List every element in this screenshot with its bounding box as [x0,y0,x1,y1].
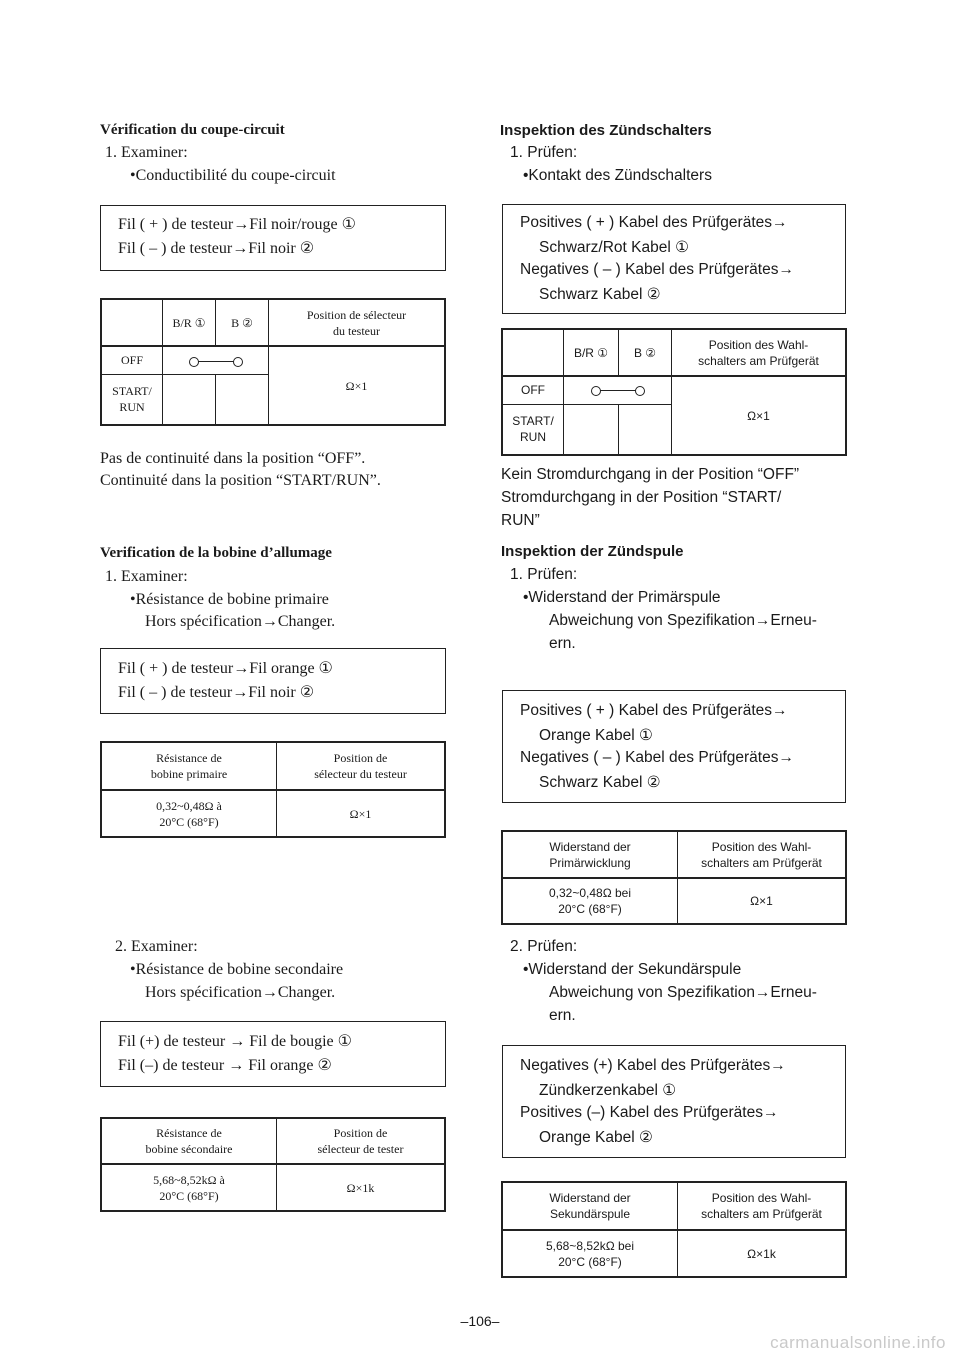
header-position: Position des Wahl- schalters am Prüfgerät [678,831,847,878]
header-position: Position des Wahl- schalters am Prüfgerät [678,1182,847,1230]
tester-connection-box [502,690,846,803]
box-line: Zündkerzenkabel ① [539,1082,677,1099]
position-value: Ω×1 [277,790,446,837]
box-line: Schwarz Kabel ② [539,774,661,791]
bullet-text: •Widerstand der Primärspule [523,589,721,606]
box-line: Fil ( + ) de testeur→Fil orange ① [118,660,333,677]
resistance-table [100,1117,446,1212]
row-start-run: START/ RUN [502,404,564,455]
continuity-table [501,328,847,456]
sub-text: Hors spécification→Changer. [145,613,336,630]
note-text: Kein Stromdurchgang in der Position “OFF” [501,466,800,483]
box-line: Fil ( – ) de testeur→Fil noir ② [118,684,315,701]
row-start-run: START/ RUN [101,374,163,425]
position-value: Ω×1 [269,346,446,425]
note-text: Pas de continuité dans la position “OFF”. [100,450,366,467]
section-title: Inspektion des Zündschalters [500,122,712,139]
note-text: Stromdurchgang in der Position “START/ [501,489,782,506]
header-position: Position de sélecteur du testeur [269,299,446,346]
tester-connection-box [502,204,846,314]
bullet-text: •Résistance de bobine primaire [130,591,329,608]
section-title: Verification de la bobine d’allumage [100,545,332,561]
note-text: Continuité dans la position “START/RUN”. [100,472,381,489]
sub-text: Hors spécification→Changer. [145,984,336,1001]
box-line: Fil (–) de testeur → Fil orange ② [118,1057,332,1074]
tester-connection-box [502,1045,846,1158]
box-line: Negatives (+) Kabel des Prüfgerätes→ [520,1057,786,1074]
header-b: B ② [216,299,269,346]
sub-text: ern. [549,635,576,652]
sub-text: Abweichung von Spezifikation→Erneu- [549,984,817,1001]
page-number: –106– [460,1313,500,1329]
box-line: Negatives ( – ) Kabel des Prüfgerätes→ [520,261,794,278]
step-text: 2. Examiner: [115,938,198,955]
box-line: Schwarz/Rot Kabel ① [539,239,690,256]
header-position: Position de sélecteur de tester [277,1118,446,1164]
bullet-text: •Widerstand der Sekundärspule [523,961,742,978]
step-text: 1. Examiner: [105,568,188,585]
note-text: RUN” [501,512,540,529]
step-text: 1. Prüfen: [510,144,578,161]
tester-connection-box [100,1021,446,1087]
box-line: Fil (+) de testeur → Fil de bougie ① [118,1033,352,1050]
position-value: Ω×1k [277,1164,446,1211]
bullet-text: •Kontakt des Zündschalters [523,167,712,184]
sub-text: Abweichung von Spezifikation→Erneu- [549,612,817,629]
resistance-value: 5,68~8,52kΩ bei 20°C (68°F) [502,1230,678,1277]
header-resistance: Widerstand der Primärwicklung [502,831,678,878]
bullet-text: •Résistance de bobine secondaire [130,961,344,978]
step-text: 1. Examiner: [105,144,188,161]
header-resistance: Résistance de bobine primaire [101,742,277,790]
position-value: Ω×1 [672,376,847,455]
box-line: Fil ( + ) de testeur→Fil noir/rouge ① [118,216,356,233]
watermark: carmanualsonline.info [770,1333,946,1352]
continuity-symbol [564,376,672,404]
header-b: B ② [619,329,672,376]
position-value: Ω×1k [678,1230,847,1277]
resistance-value: 0,32~0,48Ω bei 20°C (68°F) [502,878,678,924]
header-position: Position des Wahl- schalters am Prüfgerät [672,329,847,376]
box-line: Orange Kabel ① [539,727,653,744]
tester-connection-box [100,205,446,271]
resistance-table [501,830,847,925]
box-line: Fil ( – ) de testeur→Fil noir ② [118,240,315,257]
box-line: Positives (–) Kabel des Prüfgerätes→ [520,1104,779,1121]
step-text: 2. Prüfen: [510,938,578,955]
header-resistance: Résistance de bobine sécondaire [101,1118,277,1164]
header-br: B/R ① [564,329,619,376]
bullet-text: •Conductibilité du coupe-circuit [130,167,336,184]
continuity-table [100,298,446,426]
header-br: B/R ① [163,299,216,346]
sub-text: ern. [549,1007,576,1024]
box-line: Positives ( + ) Kabel des Prüfgerätes→ [520,214,788,231]
box-line: Negatives ( – ) Kabel des Prüfgerätes→ [520,749,794,766]
position-value: Ω×1 [678,878,847,924]
section-title: Inspektion der Zündspule [501,543,684,560]
resistance-value: 5,68~8,52kΩ à 20°C (68°F) [101,1164,277,1211]
resistance-table [501,1181,847,1278]
box-line: Positives ( + ) Kabel des Prüfgerätes→ [520,702,788,719]
step-text: 1. Prüfen: [510,566,578,583]
box-line: Schwarz Kabel ② [539,286,661,303]
row-off: OFF [101,346,163,374]
section-title: Vérification du coupe-circuit [100,122,285,138]
tester-connection-box [100,648,446,714]
row-off: OFF [502,376,564,404]
box-line: Orange Kabel ② [539,1129,653,1146]
resistance-table [100,741,446,838]
resistance-value: 0,32~0,48Ω à 20°C (68°F) [101,790,277,837]
header-resistance: Widerstand der Sekundärspule [502,1182,678,1230]
continuity-symbol [163,346,269,374]
header-position: Position de sélecteur du testeur [277,742,446,790]
